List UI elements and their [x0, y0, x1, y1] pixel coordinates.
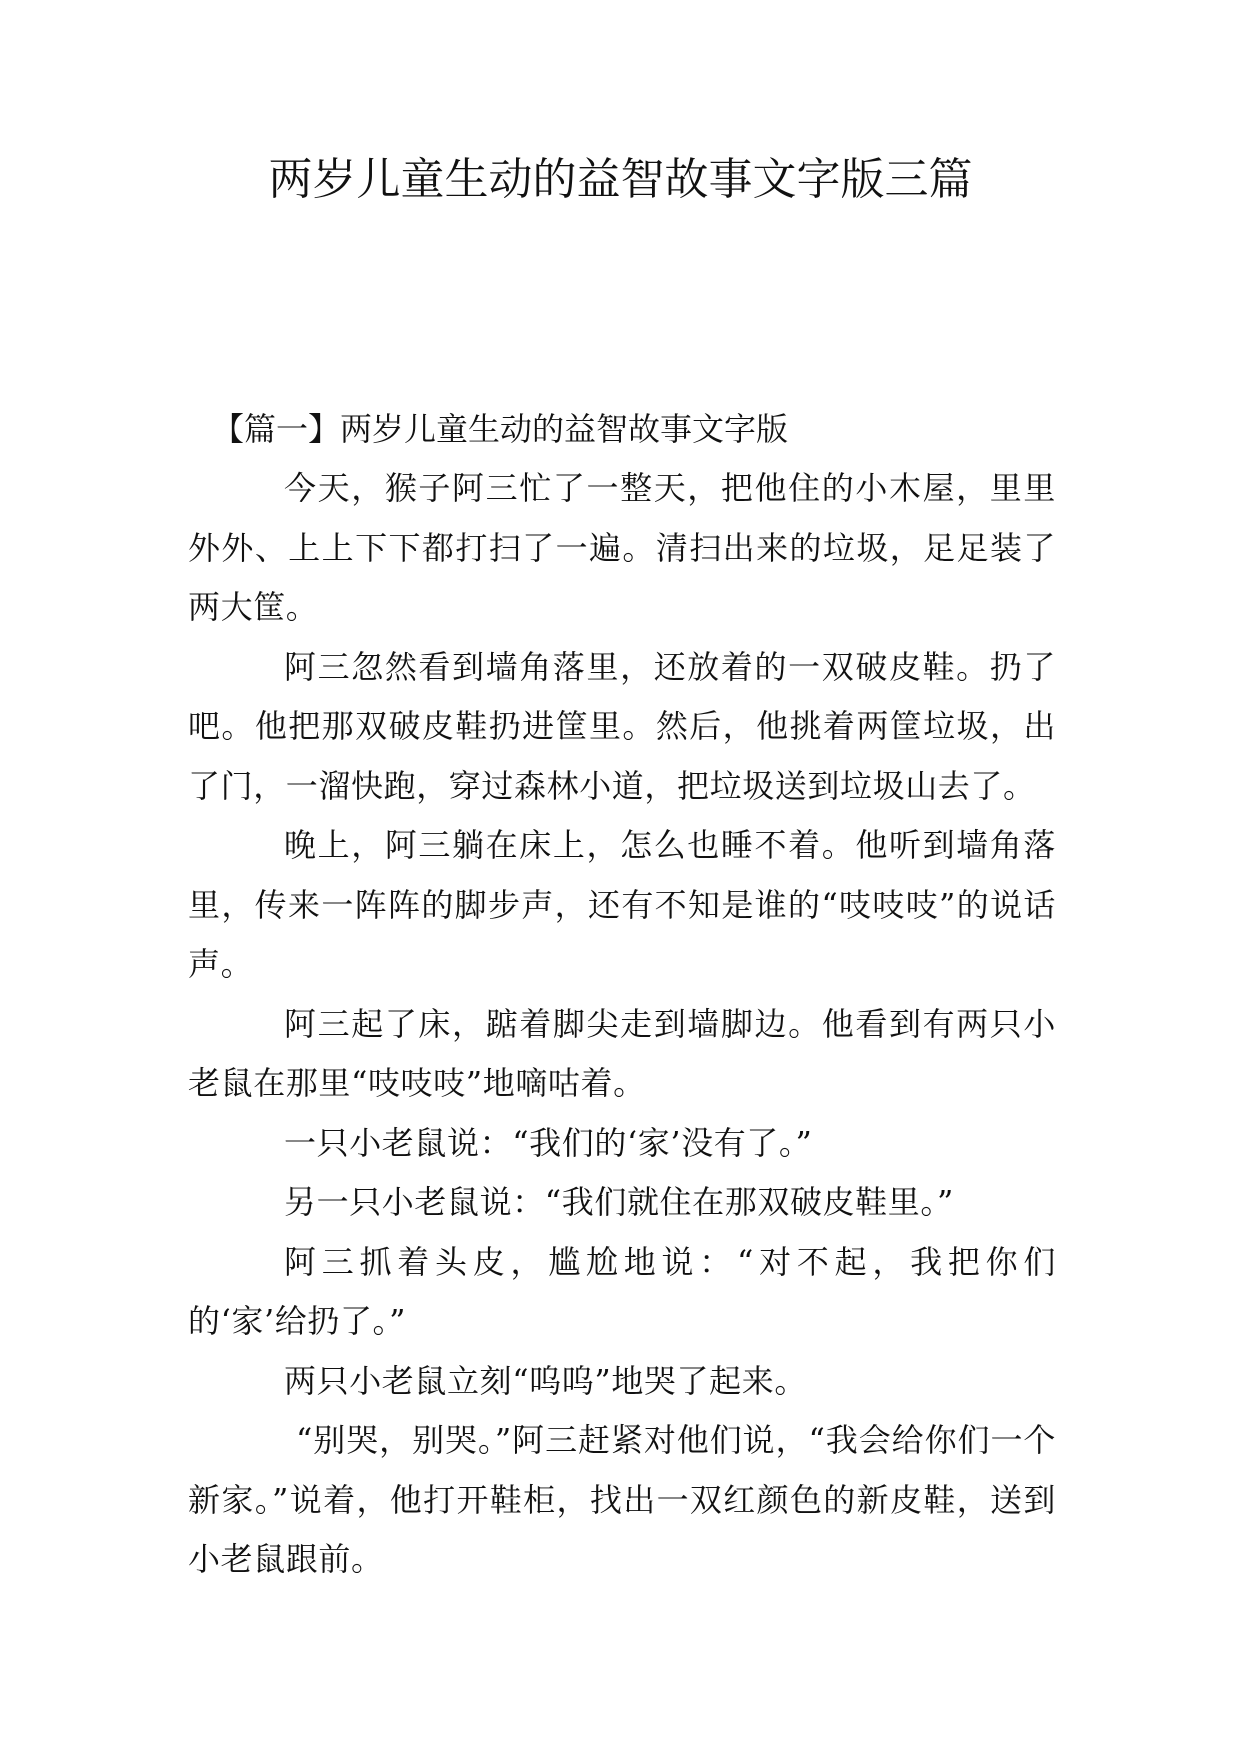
paragraph: 晚上，阿三躺在床上，怎么也睡不着。他听到墙角落里，传来一阵阵的脚步声，还有不知是谁的“吱吱吱”的说话声。 [188, 826, 1056, 983]
paragraph: 阿三起了床，踮着脚尖走到墙脚边。他看到有两只小老鼠在那里“吱吱吱”地嘀咕着。 [188, 1004, 1056, 1102]
section-heading: 【篇一】两岁儿童生动的益智故事文字版 [212, 410, 789, 448]
document-body [188, 400, 1056, 1590]
paragraph: 两只小老鼠立刻“呜呜”地哭了起来。 [284, 1361, 807, 1400]
paragraph: 一只小老鼠说：“我们的‘家’没有了。” [284, 1123, 813, 1162]
paragraph: 阿三抓着头皮，尴尬地说：“对不起，我把你们的‘家’给扔了。” [188, 1242, 1056, 1340]
paragraph: 今天，猴子阿三忙了一整天，把他住的小木屋，里里外外、上上下下都打扫了一遍。清扫出来的垃圾，足足装了两大筐。 [188, 469, 1056, 626]
paragraph: “别哭，别哭。”阿三赶紧对他们说，“我会给你们一个新家。”说着，他打开鞋柜，找出一双红颜色的新皮鞋，送到小老鼠跟前。 [188, 1421, 1056, 1578]
page-title: 两岁儿童生动的益智故事文字版三篇 [268, 154, 973, 205]
paragraph: 阿三忽然看到墙角落里，还放着的一双破皮鞋。扔了吧。他把那双破皮鞋扔进筐里。然后，他挑着两筐垃圾，出了门，一溜快跑，穿过森林小道，把垃圾送到垃圾山去了。 [188, 647, 1056, 805]
paragraph: 另一只小老鼠说：“我们就住在那双破皮鞋里。” [284, 1183, 954, 1221]
